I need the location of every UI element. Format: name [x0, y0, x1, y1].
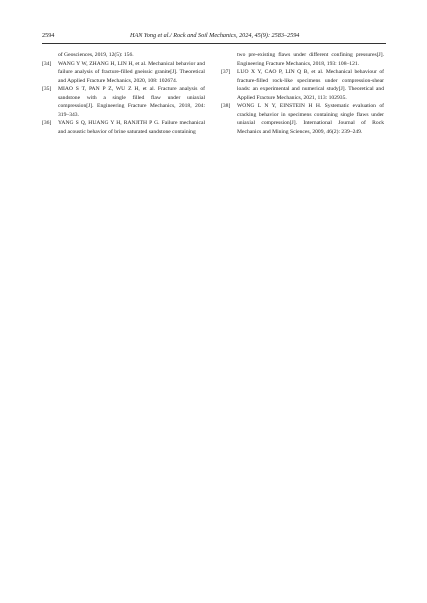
- running-head: HAN Yong et al./ Rock and Soil Mechanics, 2024, 45(9): 2583–2594: [130, 32, 300, 39]
- reference-text: of Geosciences, 2019, 12(5): 156.: [58, 52, 134, 58]
- reference-continuation: [221, 51, 384, 68]
- reference-number: [36]: [42, 120, 52, 127]
- reference-text: WANG Y W, ZHANG H, LIN H, et al. Mechanical behavior and failure analysis of fracture-filled gneissic granite[J]. Theoretical and Applied Fracture Mechanics, 2020, 108: 102674.: [58, 60, 205, 84]
- references-right-column: [221, 51, 384, 136]
- reference-35: [42, 85, 205, 119]
- page-number: 2594: [42, 32, 55, 39]
- reference-text: LUO X Y, CAO P, LIN Q B, et al. Mechanical behaviour of fracture-filled rock-like specimens under compression-shear loads: an experimental and numerical study[J]. Theoretical and Applied Fracture Mechanics, 2021, 113: 102935.: [237, 69, 384, 101]
- reference-36: [42, 119, 205, 136]
- reference-number: [34]: [42, 60, 52, 67]
- reference-text: WONG L N Y, EINSTEIN H H. Systematic evaluation of cracking behavior in specimens containing single flaws under uniaxial compression[J]. International Journal of Rock Mechanics and Mining Sciences, 2009, 46(2): 239–249.: [237, 103, 384, 135]
- reference-text: YANG S Q, HUANG Y H, RANJITH P G. Failure mechanical and acoustic behavior of brine saturated sandstone containing: [58, 120, 205, 135]
- reference-34: [42, 60, 205, 86]
- reference-number: [38]: [221, 103, 231, 110]
- page-header: [42, 29, 386, 43]
- references-left-column: [42, 51, 205, 136]
- reference-text: MIAO S T, PAN P Z, WU Z H, et al. Fracture analysis of sandstone with a single filled flaw under uniaxial compression[J]. Engineering Fracture Mechanics, 2018, 204: 319–343.: [58, 86, 205, 118]
- reference-number: [37]: [221, 69, 231, 76]
- reference-continuation: [42, 51, 205, 60]
- reference-number: [35]: [42, 86, 52, 93]
- header-rule: [42, 43, 386, 44]
- reference-37: [221, 68, 384, 102]
- reference-38: [221, 102, 384, 136]
- reference-text: two pre-existing flaws under different confining pressures[J]. Engineering Fracture Mechanics, 2018, 193: 108–121.: [237, 52, 384, 67]
